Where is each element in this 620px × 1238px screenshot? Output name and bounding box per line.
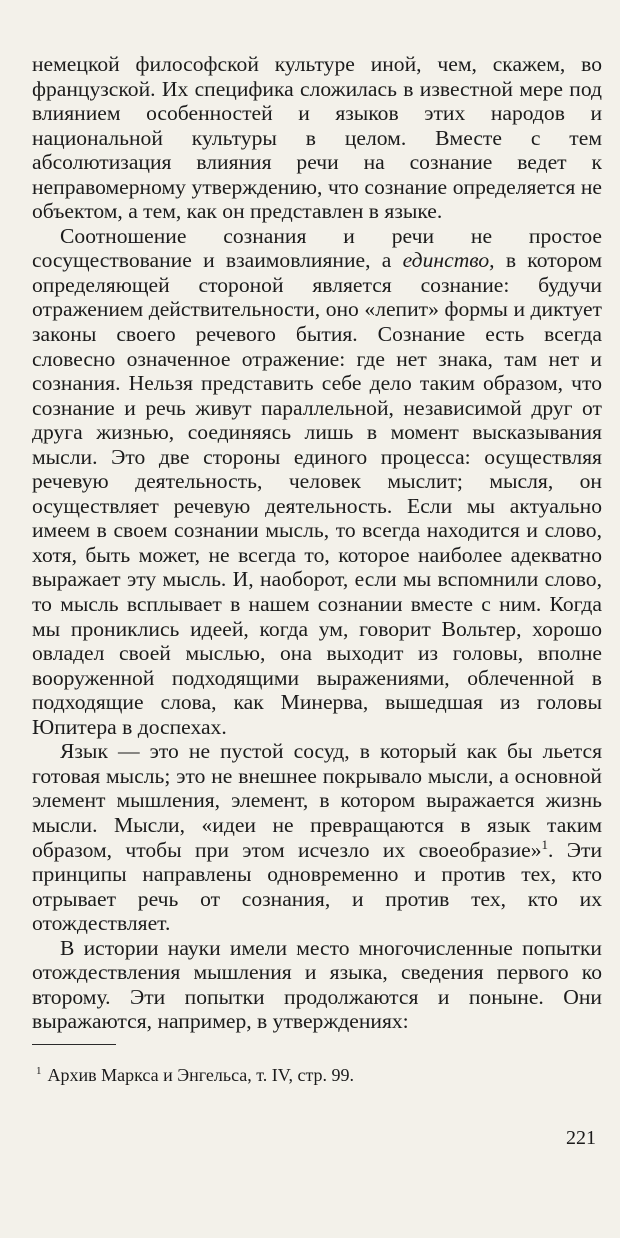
paragraph-2-start: Соотношение сознания и речи не простое сосуществование и взаимовлияние, а xyxy=(32,223,602,273)
paragraph-4: В истории науки имели место многочисленные попытки отождествления мышления и языка, сведения первого ко второму. Эти попытки продолжаются и поныне. Они выражаются, например, в утверждениях: xyxy=(32,935,602,1034)
paragraph-2-rest: в котором определяющей стороной является сознание: будучи отражением действительности, оно «лепит» формы и диктует законы своего речевого бытия. Сознание есть всегда словесно означенное отражение: где нет знака, там нет и сознания. Нельзя представить себе дело таким образом, что сознание и речь живут параллельной, независимой друг от друга жизнью, соединяясь лишь в момент высказывания мысли. Это две стороны единого процесса: осуществляя речевую деятельность, человек мыслит; мысля, он осуществляет речевую деятельность. Если мы актуально имеем в своем сознании мысль, то всегда находится и слово, хотя, быть может, не всегда то, которое наиболее адекватно выражает эту мысль. И, наоборот, если мы вспомнили слово, то мысль всплывает в нашем сознании вместе с ним. Когда мы прониклись идеей, когда ум, говорит Вольтер, хорошо овладел своей мыслью, она выходит из головы, вполне вооруженной подходящими выражениями, облеченной в подходящие слова, как Минерва, вышедшая из головы Юпитера в доспехах. xyxy=(32,248,603,739)
page-number: 221 xyxy=(566,1127,596,1149)
emphasis-word: единство, xyxy=(402,248,495,273)
paragraph-3-start: Язык — это не пустой сосуд, в который как бы льется готовая мысль; это не внешнее покрывало мысли, а основной элемент мышления, элемент, в котором выражается жизнь мысли. Мысли, «идеи не превращаются в язык таким образом, чтобы при этом исчезло их своеобразие» xyxy=(32,739,602,862)
footnote-reference: 1 xyxy=(541,836,549,852)
paragraph-3-rest: . Эти принципы направлены одновременно и против тех, кто отрывает речь от сознания, и против тех, кто их отождествляет. xyxy=(32,837,603,936)
footnote-divider xyxy=(32,1044,116,1045)
paragraph-1: немецкой философской культуре иной, чем, скажем, во французской. Их специфика сложилась в известной мере под влиянием особенностей и языков этих народов и национальной культуры в целом. Вместе с тем абсолютизация влияния речи на сознание ведет к неправомерному утверждению, что сознание определяется не объектом, а тем, как он представлен в языке. xyxy=(32,52,602,224)
footnote-mark: 1 xyxy=(36,1065,42,1077)
footnote-text: Архив Маркса и Энгельса, т. IV, стр. 99. xyxy=(47,1065,355,1085)
footnote xyxy=(36,1060,596,1086)
paragraph-2 xyxy=(32,224,602,739)
paragraph-3 xyxy=(32,739,602,935)
body-text xyxy=(32,52,602,1034)
